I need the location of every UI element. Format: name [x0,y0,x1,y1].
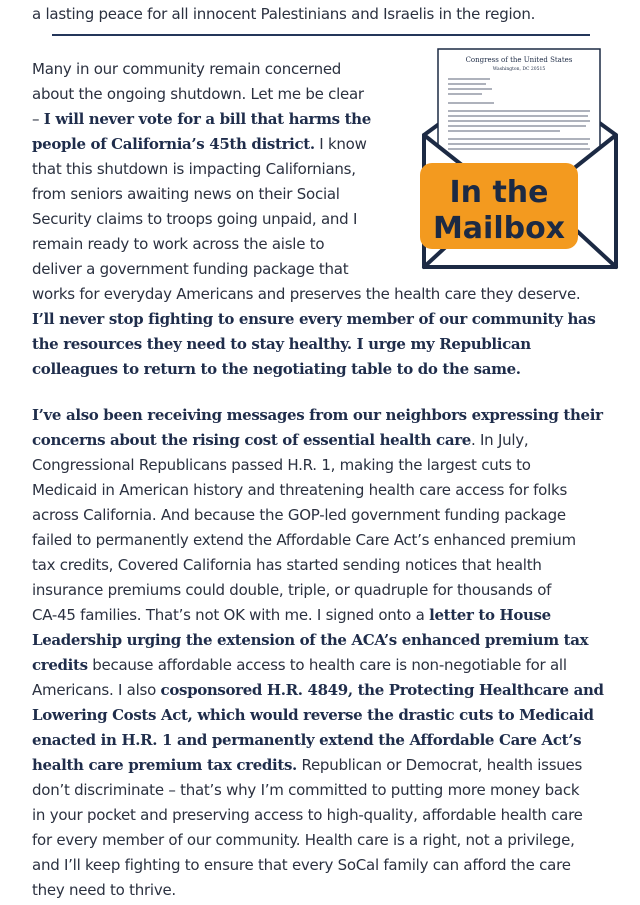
bold-text: Leadership urging the extension of the ACA’s enhanced premium tax [32,631,589,649]
text-line [32,778,579,803]
text-segment: tax credits, Covered California has started sending notices that health [32,556,542,574]
text-segment: and I’ll keep fighting to ensure that every SoCal family can afford the care [32,856,571,874]
text-line [32,332,531,357]
in-the-mailbox-graphic [420,45,620,273]
text-segment: I know [314,135,367,153]
text-line [32,678,604,703]
bold-text: credits [32,656,88,674]
badge-line-2: Mailbox [432,211,566,246]
text-segment: remain ready to work across the aisle to [32,235,325,253]
text-line [32,132,367,157]
bold-text: people of California’s 45th district. [32,135,315,153]
text-line [32,182,340,207]
text-line [32,478,567,503]
text-segment: Many in our community remain concerned [32,60,342,78]
bold-text: cosponsored H.R. 4849, the Protecting Healthcare and [160,681,604,699]
text-line [32,828,575,853]
bold-text: I’ll never stop fighting to ensure every member of our community has [32,310,596,328]
text-line [32,57,341,82]
section-divider [52,34,590,36]
text-line [32,453,531,478]
text-line [32,528,576,553]
letterhead: Congress of the United States [465,56,573,64]
text-line [32,553,542,578]
text-line [32,728,581,753]
text-line [32,207,357,232]
text-segment: because affordable access to health care is non-negotiable for all [87,656,567,674]
text-segment: in your pocket and preserving access to high-quality, affordable health care [32,806,583,824]
text-line [32,2,535,27]
text-segment: insurance premiums could double, triple, or quadruple for thousands of [32,581,552,599]
text-line [32,878,176,903]
text-line [32,428,528,453]
text-segment: Republican or Democrat, health issues [296,756,583,774]
text-segment: a lasting peace for all innocent Palestinians and Israelis in the region. [32,5,536,23]
text-line [32,753,582,778]
bold-text: concerns about the rising cost of essential health care [32,431,471,449]
text-line [32,503,566,528]
bold-text: I will never vote for a bill that harms the [43,110,371,128]
text-segment: works for everyday Americans and preserves the health care they deserve. [32,285,581,303]
bold-text: letter to House [429,606,551,624]
text-line [32,307,596,332]
text-line [32,578,551,603]
bold-text: Lowering Costs Act, which would reverse the drastic cuts to Medicaid [32,706,594,724]
text-segment: Medicaid in American history and threatening health care access for folks [32,481,568,499]
badge-line-1: In the [449,175,549,210]
text-segment: CA-45 families. That’s not OK with me. I signed onto a [32,606,430,624]
text-segment: about the ongoing shutdown. Let me be clear [32,85,364,103]
text-segment: for every member of our community. Health care is a right, not a privilege, [32,831,575,849]
text-line [32,628,588,653]
text-line [32,703,594,728]
letterhead-sub: Washington, DC 20515 [492,67,546,72]
text-segment: deliver a government funding package that [32,260,349,278]
text-segment: don’t discriminate – that’s why I’m committed to putting more money back [32,781,580,799]
text-segment: . In July, [470,431,529,449]
text-line [32,157,356,182]
text-segment: Security claims to troops going unpaid, and I [32,210,358,228]
text-line [32,803,583,828]
text-line [32,653,567,678]
bold-text: colleagues to return to the negotiating table to do the same. [32,360,521,378]
text-segment: Congressional Republicans passed H.R. 1, making the largest cuts to [32,456,531,474]
bold-text: enacted in H.R. 1 and permanently extend the Affordable Care Act’s [32,731,582,749]
text-line [32,357,521,382]
bold-text: I’ve also been receiving messages from our neighbors expressing their [32,406,603,424]
text-line [32,282,580,307]
bold-text: the resources they need to stay healthy. I urge my Republican [32,335,531,353]
text-line [32,82,364,107]
text-line [32,853,571,878]
text-line [32,403,603,428]
text-segment: across California. And because the GOP-led government funding package [32,506,566,524]
text-line [32,107,371,132]
text-segment: failed to permanently extend the Affordable Care Act’s enhanced premium [32,531,576,549]
bold-text: health care premium tax credits. [32,756,297,774]
text-line [32,603,551,628]
text-segment: they need to thrive. [32,881,176,899]
text-segment: Americans. I also [32,681,161,699]
text-segment: – [32,110,44,128]
text-segment: from seniors awaiting news on their Social [32,185,340,203]
text-line [32,232,324,257]
text-line [32,257,348,282]
text-segment: that this shutdown is impacting Californians, [32,160,356,178]
